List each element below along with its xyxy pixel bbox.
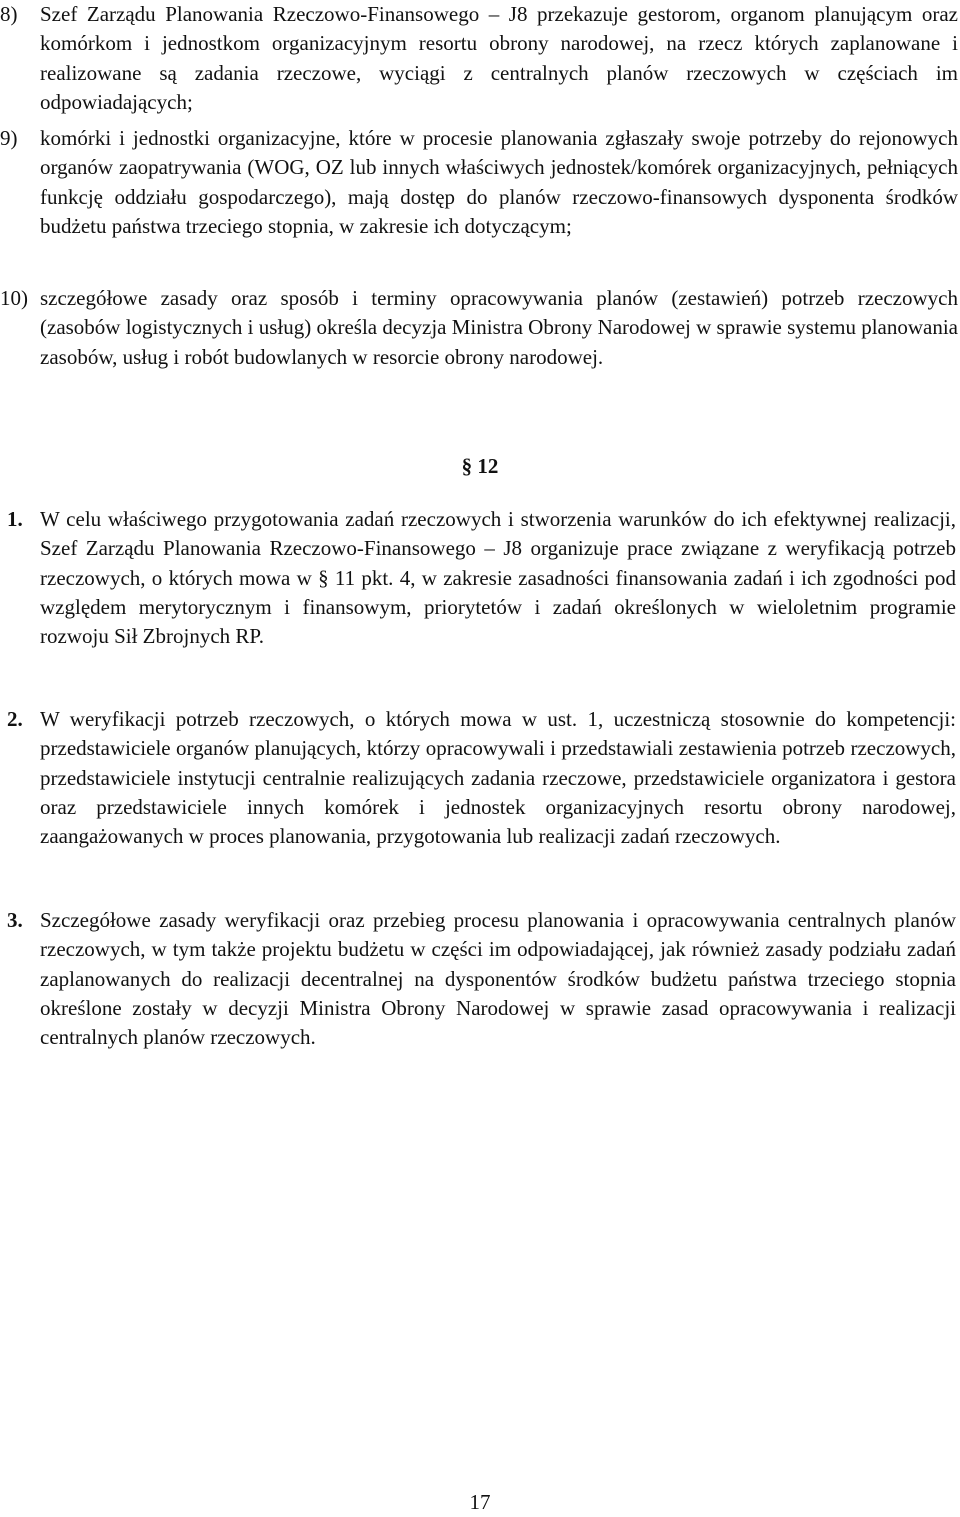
list-item-number: 8) [0, 2, 18, 26]
page-number: 17 [469, 1490, 491, 1514]
paragraph-text: W celu właściwego przygotowania zadań rzeczowych i stworzenia warunków do ich efektywnej realizacji, Szef Zarządu Planowania Rzeczowo-Finansowego – J8 organizuje prace związane z weryfikacją potrzeb rzeczowych, o których mowa w § 11 pkt. 4, w zakresie zasadności finansowania zadań i ich zgodności pod względem merytorycznym i finansowym, priorytetów i zadań określonych w wieloletnim programie rozwoju Sił Zbrojnych RP. [40, 507, 956, 649]
list-item-number: 9) [0, 126, 18, 150]
paragraph-3 [7, 906, 956, 1052]
list-item-text: szczegółowe zasady oraz sposób i terminy opracowywania planów (zestawień) potrzeb rzeczowych (zasobów logistycznych i usług) określa decyzja Ministra Obrony Narodowej w sprawie systemu planowania zasobów, usług i robót budowlanych w resorcie obrony narodowej. [40, 286, 958, 369]
list-item-text: Szef Zarządu Planowania Rzeczowo-Finansowego – J8 przekazuje gestorom, organom planującym oraz komórkom i jednostkom organizacyjnym resortu obrony narodowej, na rzecz których zaplanowane i realizowane są zadania rzeczowe, wyciągi z centralnych planów rzeczowych w częściach im odpowiadających; [40, 2, 958, 114]
list-item-text: komórki i jednostki organizacyjne, które w procesie planowania zgłaszały swoje potrzeby do rejonowych organów zaopatrywania (WOG, OZ lub innych właściwych jednostek/komórek organizacyjnych, pełniących funkcję oddziału gospodarczego), mają dostęp do planów rzeczowo-finansowych dysponenta środków budżetu państwa trzeciego stopnia, w zakresie ich dotyczącym; [40, 126, 958, 238]
list-item-10 [0, 284, 958, 372]
list-item-8 [0, 0, 958, 117]
paragraph-number: 1. [7, 507, 23, 531]
list-item-number: 10) [0, 286, 28, 310]
paragraph-text: W weryfikacji potrzeb rzeczowych, o których mowa w ust. 1, uczestniczą stosownie do kompetencji: przedstawiciele organów planujących, którzy opracowywali i przedstawiali zestawienia potrzeb rzeczowych, przedstawiciele instytucji centralnie realizujących zadania rzeczowe, przedstawiciele organizatora i gestora oraz przedstawiciele innych komórek i jednostek organizacyjnych resortu obrony narodowej, zaangażowanych w proces planowania, przygotowania lub realizacji zadań rzeczowych. [40, 707, 956, 849]
section-heading: § 12 [461, 454, 499, 478]
paragraph-text: Szczegółowe zasady weryfikacji oraz przebieg procesu planowania i opracowywania centralnych planów rzeczowych, w tym także projektu budżetu w części im odpowiadającej, jak również zasady podziału zadań zaplanowanych do realizacji decentralnej na dysponentów środków budżetu państwa trzeciego stopnia określone zostały w decyzji Ministra Obrony Narodowej w sprawie zasad opracowywania i realizacji centralnych planów rzeczowych. [40, 908, 956, 1050]
paragraph-number: 3. [7, 908, 23, 932]
list-item-9 [0, 124, 958, 241]
paragraph-2 [7, 705, 956, 851]
paragraph-number: 2. [7, 707, 23, 731]
paragraph-1 [7, 505, 956, 651]
